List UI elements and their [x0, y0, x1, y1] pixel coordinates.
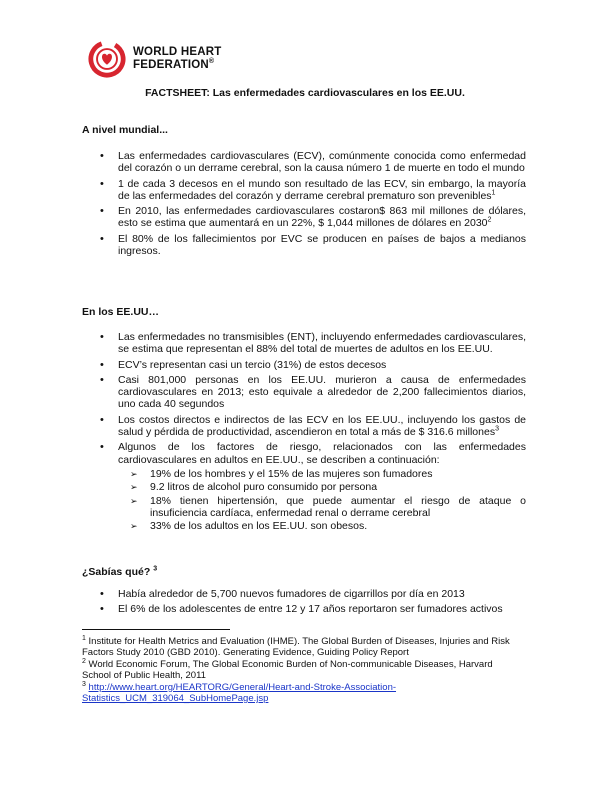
- list-item: • Las enfermedades no transmisibles (ENT), incluyendo enfermedades cardiovasculares, se estima que representan el 88% del total de muertes de adultos en los EE.UU.: [100, 331, 526, 356]
- world-heart-federation-logo: [88, 40, 221, 78]
- sublist-item: ➢ 33% de los adultos en los EE.UU. son obesos.: [130, 520, 526, 532]
- footnote: $^3$ http://www.heart.org/HEARTORG/General/Heart-and-Stroke-Association-Statistics_UCM_319064_SubHomePage.jsp: [82, 680, 397, 705]
- list-item: • El 6% de los adolescentes de entre 12 y 17 años reportaron ser fumadores activos: [100, 603, 526, 615]
- did-you-know-list: [100, 588, 526, 619]
- list-item: • El 80% de los fallecimientos por EVC se producen en países de bajos a medianos ingresos.: [100, 233, 526, 258]
- list-item: • En 2010, las enfermedades cardiovasculares costaron$ 863 mil millones de dólares, esto se estima que aumentará en un 22%, $ 1,044 millones de dólares en 2030$^2$: [100, 205, 526, 230]
- footnote: $^2$ World Economic Forum, The Global Economic Burden of Non-communicable Diseases, Harvard School of Public Health, 2011: [82, 657, 493, 682]
- sublist-item: ➢ 9.2 litros de alcohol puro consumido por persona: [130, 481, 526, 493]
- logo-wordmark: [133, 46, 221, 72]
- sublist-item: ➢ 18% tienen hipertensión, que puede aumentar el riesgo de ataque o insuficiencia cardíaca, enfermedad renal o derrame cerebral: [130, 495, 526, 520]
- list-item-risk-factors: • Algunos de los factores de riesgo, relacionados con las enfermedades cardiovasculares en adultos en EE.UU., se describen a continuación: ➢ 19% de los hombres y el 15% de las mujeres son fumadores ➢ 9.2 litros de alcohol puro consumido por persona ➢ 18% tienen hipertensión, que puede aumentar el riesgo de ataque o insuficiencia cardíaca, enfermedad renal o derrame cerebral ➢ 33% de los adultos en los EE.UU. son obesos.: [100, 441, 526, 532]
- logo-line-2: FEDERATION®: [133, 58, 215, 71]
- page-title: FACTSHEET: Las enfermedades cardiovasculares en los EE.UU.: [145, 87, 465, 99]
- global-list: [100, 150, 526, 260]
- list-item: • Había alrededor de 5,700 nuevos fumadores de cigarrillos por día en 2013: [100, 588, 526, 600]
- heart-logo-icon: [88, 40, 126, 78]
- footnote-divider: [82, 629, 230, 630]
- list-item: • Casi 801,000 personas en los EE.UU. murieron a causa de enfermedades cardiovasculares en 2013; esto equivale a alrededor de 2,200 fallecimientos diarios, uno cada 40 segundos: [100, 374, 526, 411]
- sublist-item: ➢ 19% de los hombres y el 15% de las mujeres son fumadores: [130, 468, 526, 480]
- footnote: $^1$ Institute for Health Metrics and Evaluation (IHME). The Global Burden of Diseases, Injuries and Risk Factors Study 2010 (GBD 2010). Generating Evidence, Guiding Policy Report: [82, 634, 510, 659]
- section-heading-global: A nivel mundial...: [82, 124, 168, 136]
- source-link[interactable]: http://www.heart.org/HEARTORG/General/Heart-and-Stroke-Association-Statistics_UCM_319064_SubHomePage.jsp: [82, 681, 397, 705]
- section-heading-did-you-know: ¿Sabías qué? $^3$: [82, 565, 158, 578]
- logo-line-1: WORLD HEART: [133, 46, 222, 58]
- list-item: • ECV’s representan casi un tercio (31%) de estos decesos: [100, 359, 526, 371]
- section-heading-usa: En los EE.UU…: [82, 306, 160, 318]
- list-item: • Las enfermedades cardiovasculares (ECV), comúnmente conocida como enfermedad del corazón o un derrame cerebral, son la causa número 1 de muerte en todo el mundo: [100, 150, 526, 175]
- risk-factor-sublist: [118, 468, 526, 532]
- footnotes: [82, 636, 522, 704]
- list-item: • Los costos directos e indirectos de las ECV en los EE.UU., incluyendo los gastos de salud y pérdida de productividad, ascendieron en total a más de $ 316.6 millones$^3$: [100, 414, 526, 439]
- list-item: • 1 de cada 3 decesos en el mundo son resultado de las ECV, sin embargo, la mayoría de las enfermedades del corazón y derrame cerebral prematuro son prevenibles$^1$: [100, 178, 526, 203]
- usa-list: [100, 331, 526, 535]
